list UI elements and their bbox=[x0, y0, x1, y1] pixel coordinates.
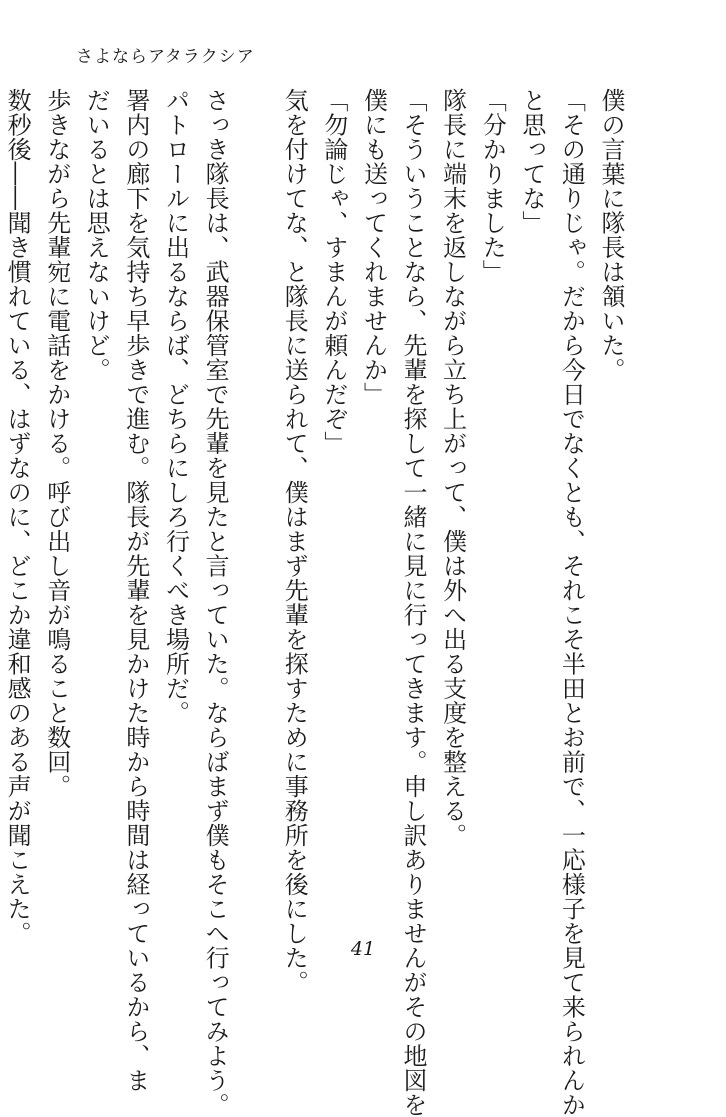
text-line-2: 「その通りじゃ。だから今日でなくとも、それこそ半田とお前で、一応様子を見て来られんか bbox=[557, 88, 586, 1117]
text-line-13: 署内の廊下を気持ち早歩きで進む。隊長が先輩を見かけた時から時間は経っているから、ま bbox=[121, 88, 150, 1093]
text-line-3: と思ってな」 bbox=[517, 88, 546, 235]
text-line-15: 歩きながら先輩宛に電話をかける。呼び出し音が鳴ること数回。 bbox=[42, 88, 71, 799]
text-line-16: 数秒後――聞き慣れている、はずなのに、どこか違和感のある声が聞こえた。 bbox=[3, 88, 32, 946]
text-line-1: 僕の言葉に隊長は頷いた。 bbox=[597, 88, 625, 382]
text-line-4: 「分かりました」 bbox=[478, 88, 507, 284]
text-line-6: 「そういうことなら、先輩を探して一緒に見に行ってきます。申し訳ありませんがその地図を bbox=[399, 88, 428, 1117]
text-line-9: 気を付けてな、と隊長に送られて、僕はまず先輩を探すために事務所を後にした。 bbox=[280, 88, 309, 995]
text-line-11: さっき隊長は、武器保管室で先輩を見たと言っていた。ならばまず僕もそこへ行ってみよう。 bbox=[201, 88, 230, 1117]
text-line-5: 隊長に端末を返しながら立ち上がって、僕は外へ出る支度を整える。 bbox=[438, 88, 467, 848]
text-line-14: だいるとは思えないけど。 bbox=[82, 88, 111, 382]
text-line-8: 「勿論じゃ、すまんが頼んだぞ」 bbox=[319, 88, 348, 456]
page-number: 41 bbox=[350, 938, 376, 960]
text-line-7: 僕にも送ってくれませんか」 bbox=[359, 88, 388, 407]
running-title: さよならアタラクシア bbox=[76, 47, 255, 67]
text-line-12: パトロールに出るならば、どちらにしろ行くべき場所だ。 bbox=[161, 88, 190, 725]
blank-line bbox=[234, 88, 274, 928]
